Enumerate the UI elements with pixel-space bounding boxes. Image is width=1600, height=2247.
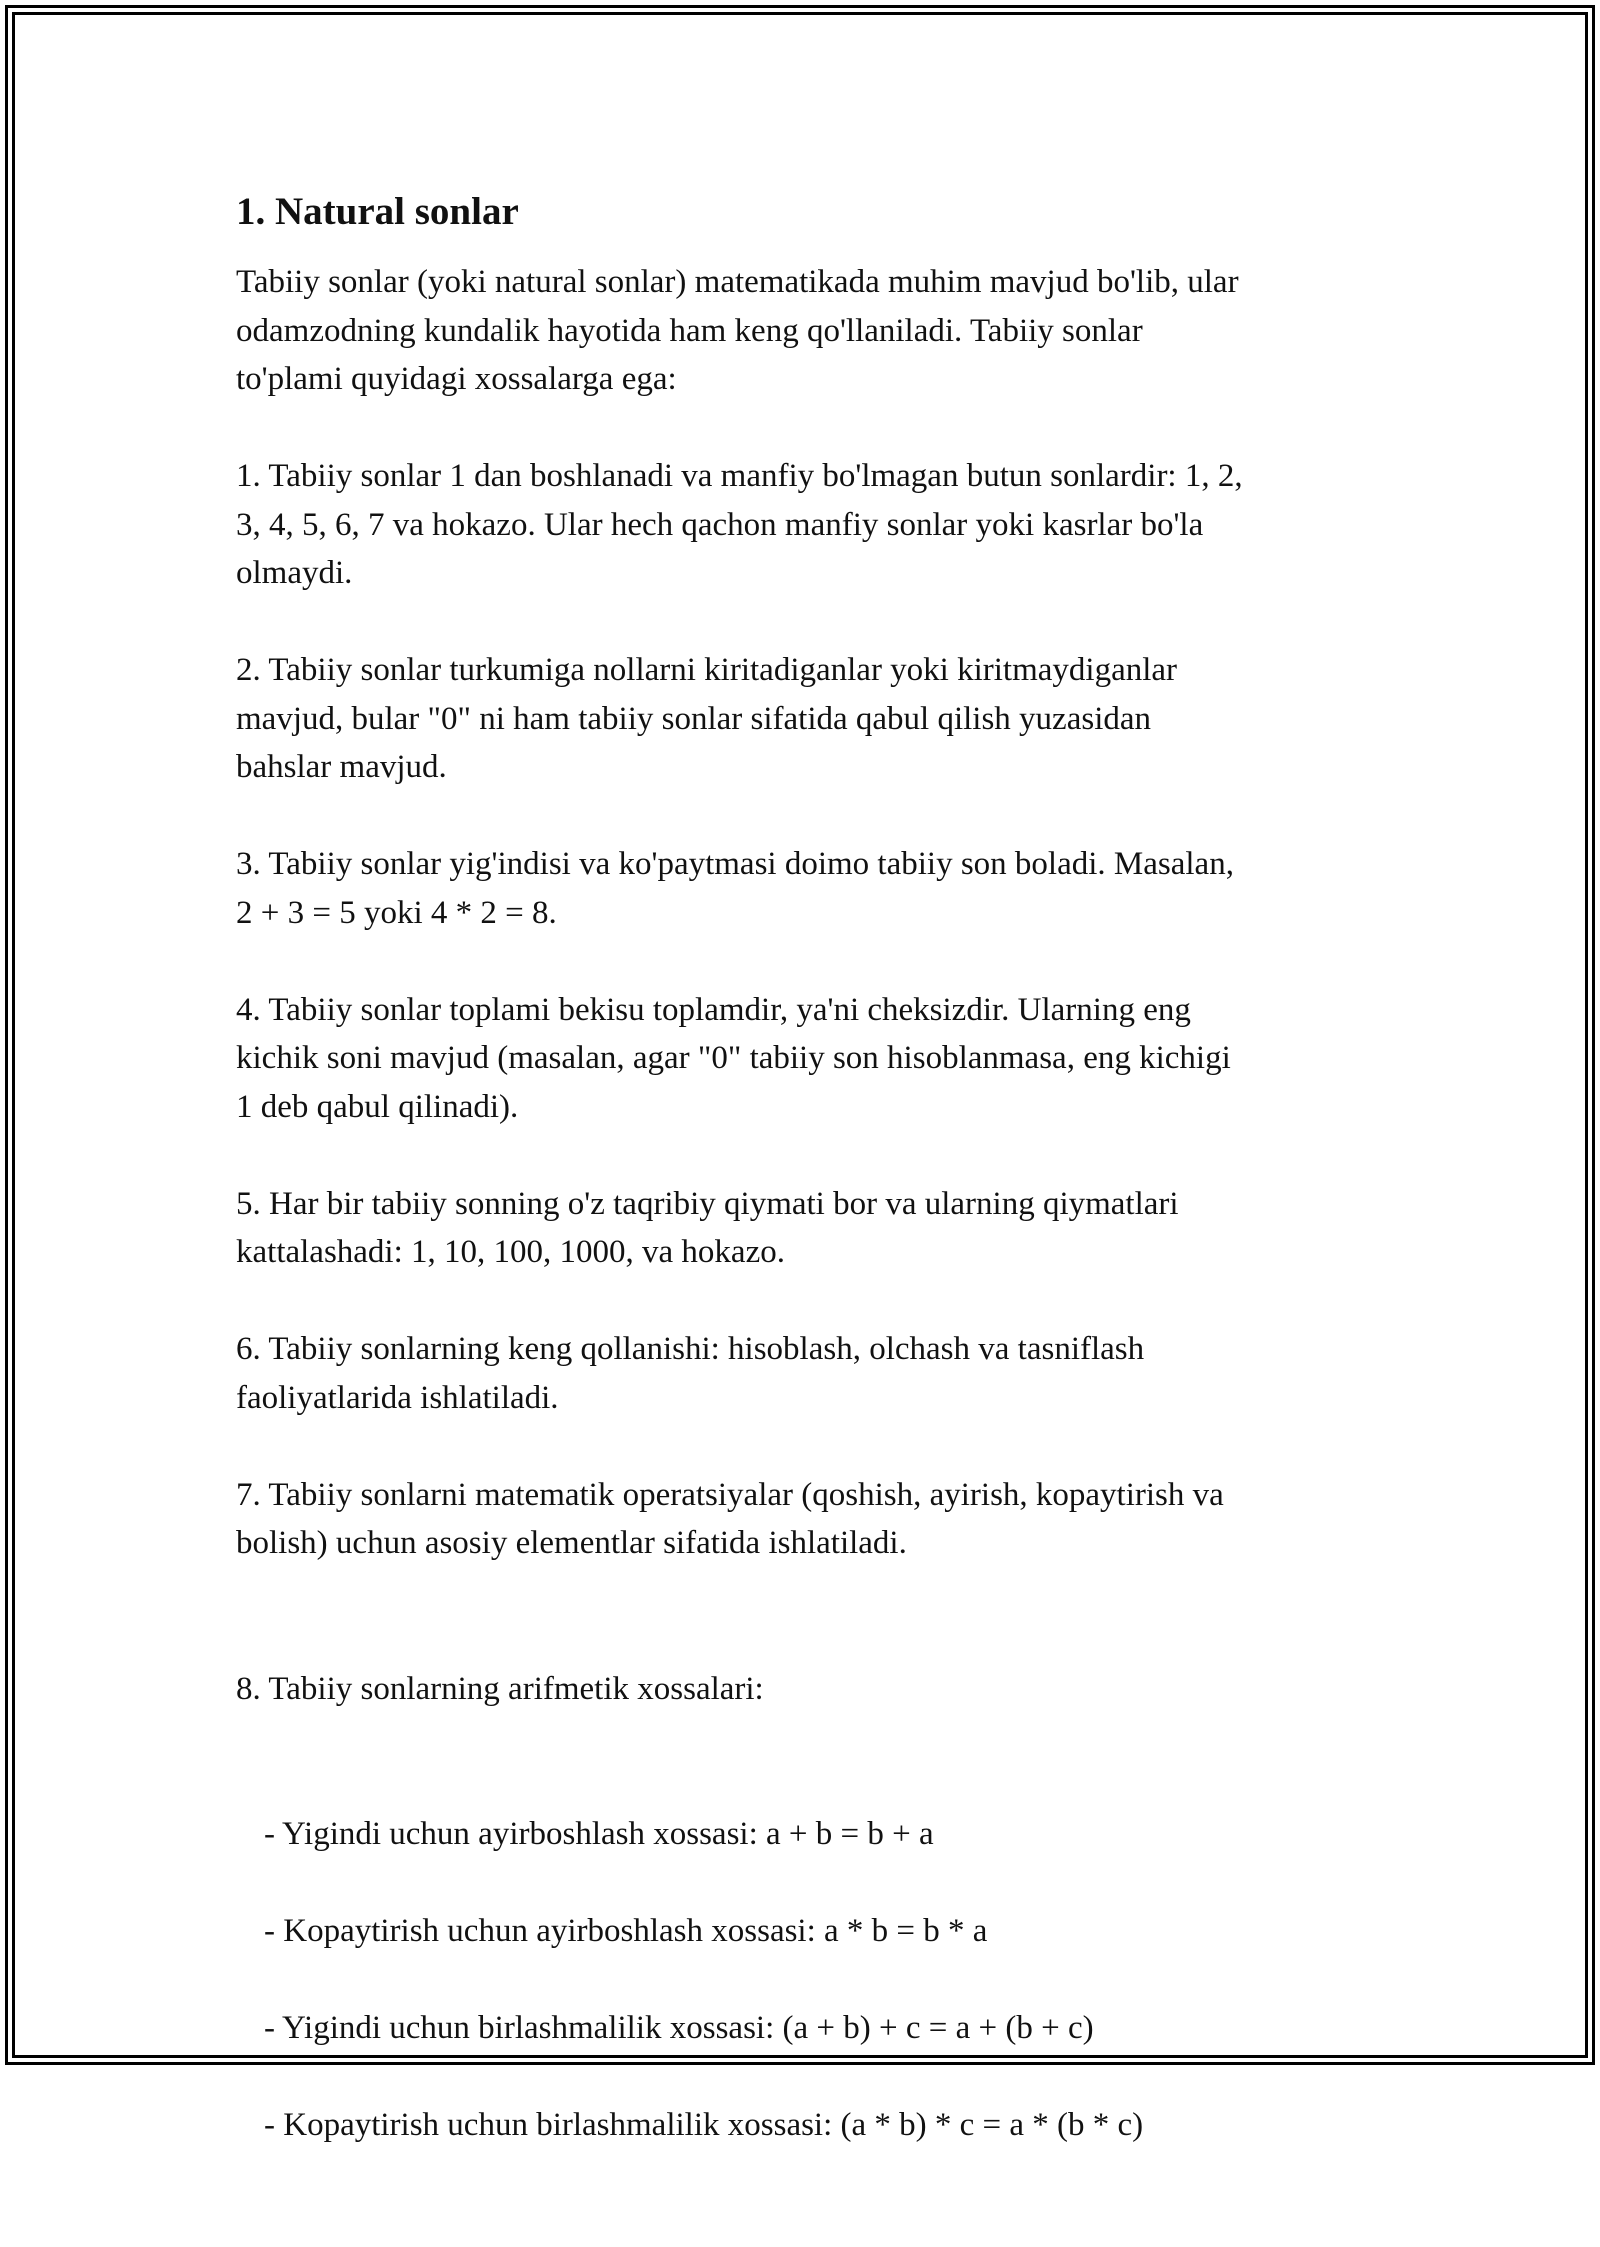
list-item-3: 3. Tabiiy sonlar yig'indisi va ko'paytmasi doimo tabiiy son boladi. Masalan, 2 + 3 = 5 yoki 4 * 2 = 8. [236, 846, 1234, 931]
section-title: 1. Natural sonlar [236, 190, 519, 233]
property-item: - Kopaytirish uchun ayirboshlash xossasi: a * b = b * a [264, 1913, 988, 1949]
list-item-2: 2. Tabiiy sonlar turkumiga nollarni kiritadiganlar yoki kiritmaydiganlar mavjud, bular "0" ni ham tabiiy sonlar sifatida qabul qilish yuzasidan bahslar mavjud. [236, 652, 1178, 785]
list-item-4: 4. Tabiiy sonlar toplami bekisu toplamdir, ya'ni cheksizdir. Ularning eng kichik soni mavjud (masalan, agar "0" tabiiy son hisoblanmasa, eng kichigi 1 deb qabul qilinadi). [236, 991, 1231, 1125]
list-item-6: 6. Tabiiy sonlarning keng qollanishi: hisoblash, olchash va tasniflash faoliyatlarida ishlatiladi. [236, 1331, 1145, 1416]
intro-paragraph: Tabiiy sonlar (yoki natural sonlar) matematikada muhim mavjud bo'lib, ular odamzodning kundalik hayotida ham keng qo'llaniladi. Tabiiy sonlar to'plami quyidagi xossalarga ega: [236, 264, 1239, 397]
list-item-8-heading: 8. Tabiiy sonlarning arifmetik xossalari: [236, 1670, 764, 1707]
property-list [236, 1762, 1366, 2199]
property-item: - Kopaytirish uchun birlashmalilik xossasi: (a * b) * c = a * (b * c) [264, 2107, 1144, 2143]
list-item-5: 5. Har bir tabiiy sonning o'z taqribiy qiymati bor va ularning qiymatlari kattalashadi: 1, 10, 100, 1000, va hokazo. [236, 1185, 1179, 1270]
document-body [236, 188, 1366, 2247]
property-item: - Yigindi uchun ayirboshlash xossasi: a + b = b + a [264, 1816, 934, 1852]
list-item-8 [236, 1616, 1366, 2247]
property-item: - Yigindi uchun birlashmalilik xossasi: (a + b) + c = a + (b + c) [264, 2010, 1094, 2046]
list-item-7: 7. Tabiiy sonlarni matematik operatsiyalar (qoshish, ayirish, kopaytirish va bolish) uchun asosiy elementlar sifatida ishlatiladi. [236, 1476, 1224, 1561]
list-item-1: 1. Tabiiy sonlar 1 dan boshlanadi va manfiy bo'lmagan butun sonlardir: 1, 2, 3, 4, 5, 6, 7 va hokazo. Ular hech qachon manfiy sonlar yoki kasrlar bo'la olmaydi. [236, 458, 1243, 591]
